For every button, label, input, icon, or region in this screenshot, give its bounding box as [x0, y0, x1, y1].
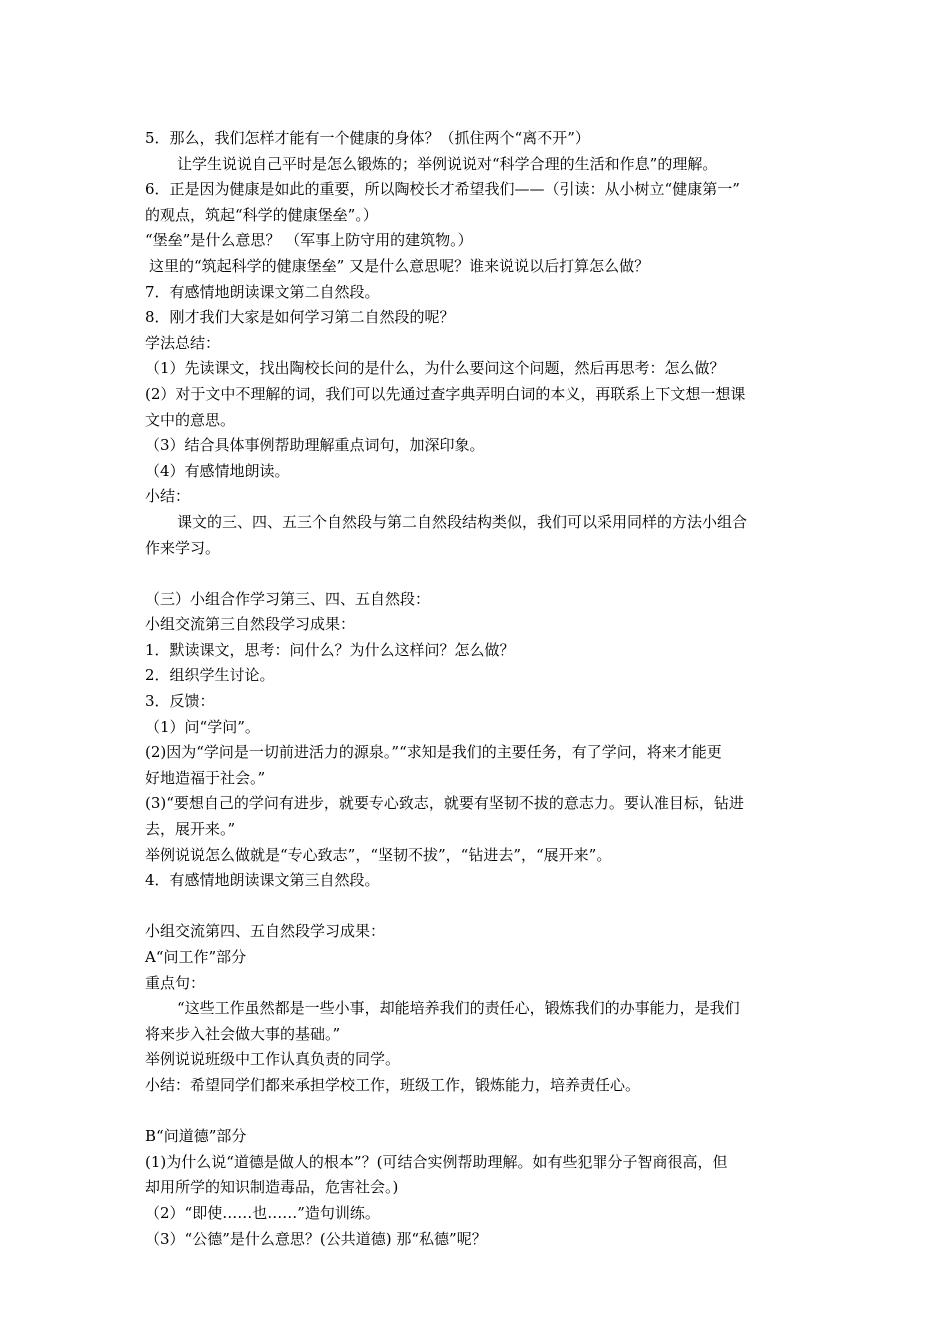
text-line: 学法总结： — [145, 333, 221, 352]
text-line: （3）结合具体事例帮助理解重点词句，加深印象。 — [145, 436, 485, 455]
text-line: 4．有感情地朗读课文第三自然段。 — [145, 871, 380, 890]
section-heading: （三）小组合作学习第三、四、五自然段： — [145, 589, 431, 608]
document-body — [145, 126, 813, 1252]
text-line: (2)因为“学问是一切前进活力的源泉。”“求知是我们的主要任务，有了学问，将来才能更 — [145, 743, 722, 762]
blank-line — [145, 1099, 813, 1125]
text-line: （2）“即使……也……”造句训练。 — [145, 1203, 380, 1222]
text-line: 小结：希望同学们都来承担学校工作，班级工作，锻炼能力，培养责任心。 — [145, 1075, 641, 1094]
text-line: 小组交流第四、五自然段学习成果： — [145, 922, 386, 941]
text-line: 重点句： — [145, 973, 206, 992]
text-line: 好地造福于社会。” — [145, 768, 266, 787]
text-line: （4）有感情地朗读。 — [145, 461, 290, 480]
text-line: (2）对于文中不理解的词，我们可以先通过查字典弄明白词的本义，再联系上下文想一想课 — [145, 384, 746, 403]
text-line: 举例说说班级中工作认真负责的同学。 — [145, 1050, 401, 1069]
text-line: 让学生说说自己平时是怎么锻炼的；举例说说对“科学合理的生活和作息”的理解。 — [177, 154, 718, 173]
text-line: 3．反馈： — [145, 692, 215, 711]
text-line: 将来步入社会做大事的基础。” — [145, 1024, 341, 1043]
text-line: 这里的“筑起科学的健康堡垒” 又是什么意思呢？谁来说说以后打算怎么做？ — [149, 256, 650, 275]
text-line: 1．默读课文，思考：问什么？为什么这样问？怎么做？ — [145, 640, 515, 659]
text-line: B“问道德”部分 — [145, 1127, 247, 1146]
text-line: 小结： — [145, 487, 191, 506]
text-line: A“问工作”部分 — [145, 948, 247, 966]
text-line: 7．有感情地朗读课文第二自然段。 — [145, 282, 380, 301]
text-line: 文中的意思。 — [145, 410, 236, 429]
text-line: 6．正是因为健康是如此的重要，所以陶校长才希望我们——（引读：从小树立“健康第一” — [145, 180, 740, 199]
text-line: 5．那么，我们怎样才能有一个健康的身体？（抓住两个“离不开”） — [145, 129, 590, 147]
text-line: 8．刚才我们大家是如何学习第二自然段的呢？ — [145, 308, 455, 327]
text-line: 举例说说怎么做就是“专心致志”，“坚韧不拔”，“钻进去”，“展开来”。 — [145, 845, 612, 864]
blank-line — [145, 894, 813, 920]
text-line: 小组交流第三自然段学习成果： — [145, 615, 356, 634]
text-line: （3）“公德”是什么意思？(公共道德) 那“私德”呢？ — [145, 1229, 487, 1248]
text-line: （1）先读课文，找出陶校长问的是什么，为什么要问这个问题，然后再思考：怎么做？ — [145, 359, 725, 378]
text-line: 的观点，筑起“科学的健康堡垒”。） — [145, 205, 378, 224]
text-line: “堡垒”是什么意思？ （军事上防守用的建筑物。） — [145, 231, 473, 250]
text-line: 去，展开来。” — [145, 820, 236, 839]
text-line: 却用所学的知识制造毒品，危害社会。) — [145, 1178, 399, 1197]
text-line: “这些工作虽然都是一些小事，却能培养我们的责任心，锻炼我们的办事能力，是我们 — [177, 999, 740, 1018]
text-line: (3)“要想自己的学问有进步，就要专心致志，就要有坚韧不拔的意志力。要认准目标，钻进 — [145, 794, 744, 813]
text-line: (1)为什么说“道德是做人的根本”？(可结合实例帮助理解。如有些犯罪分子智商很高，但 — [145, 1152, 728, 1171]
blank-line — [145, 561, 813, 587]
text-line: 2．组织学生讨论。 — [145, 666, 275, 685]
text-line: 作来学习。 — [145, 538, 221, 557]
text-line: 课文的三、四、五三个自然段与第二自然段结构类似，我们可以采用同样的方法小组合 — [177, 512, 748, 531]
text-line: （1）问“学问”。 — [145, 717, 260, 736]
